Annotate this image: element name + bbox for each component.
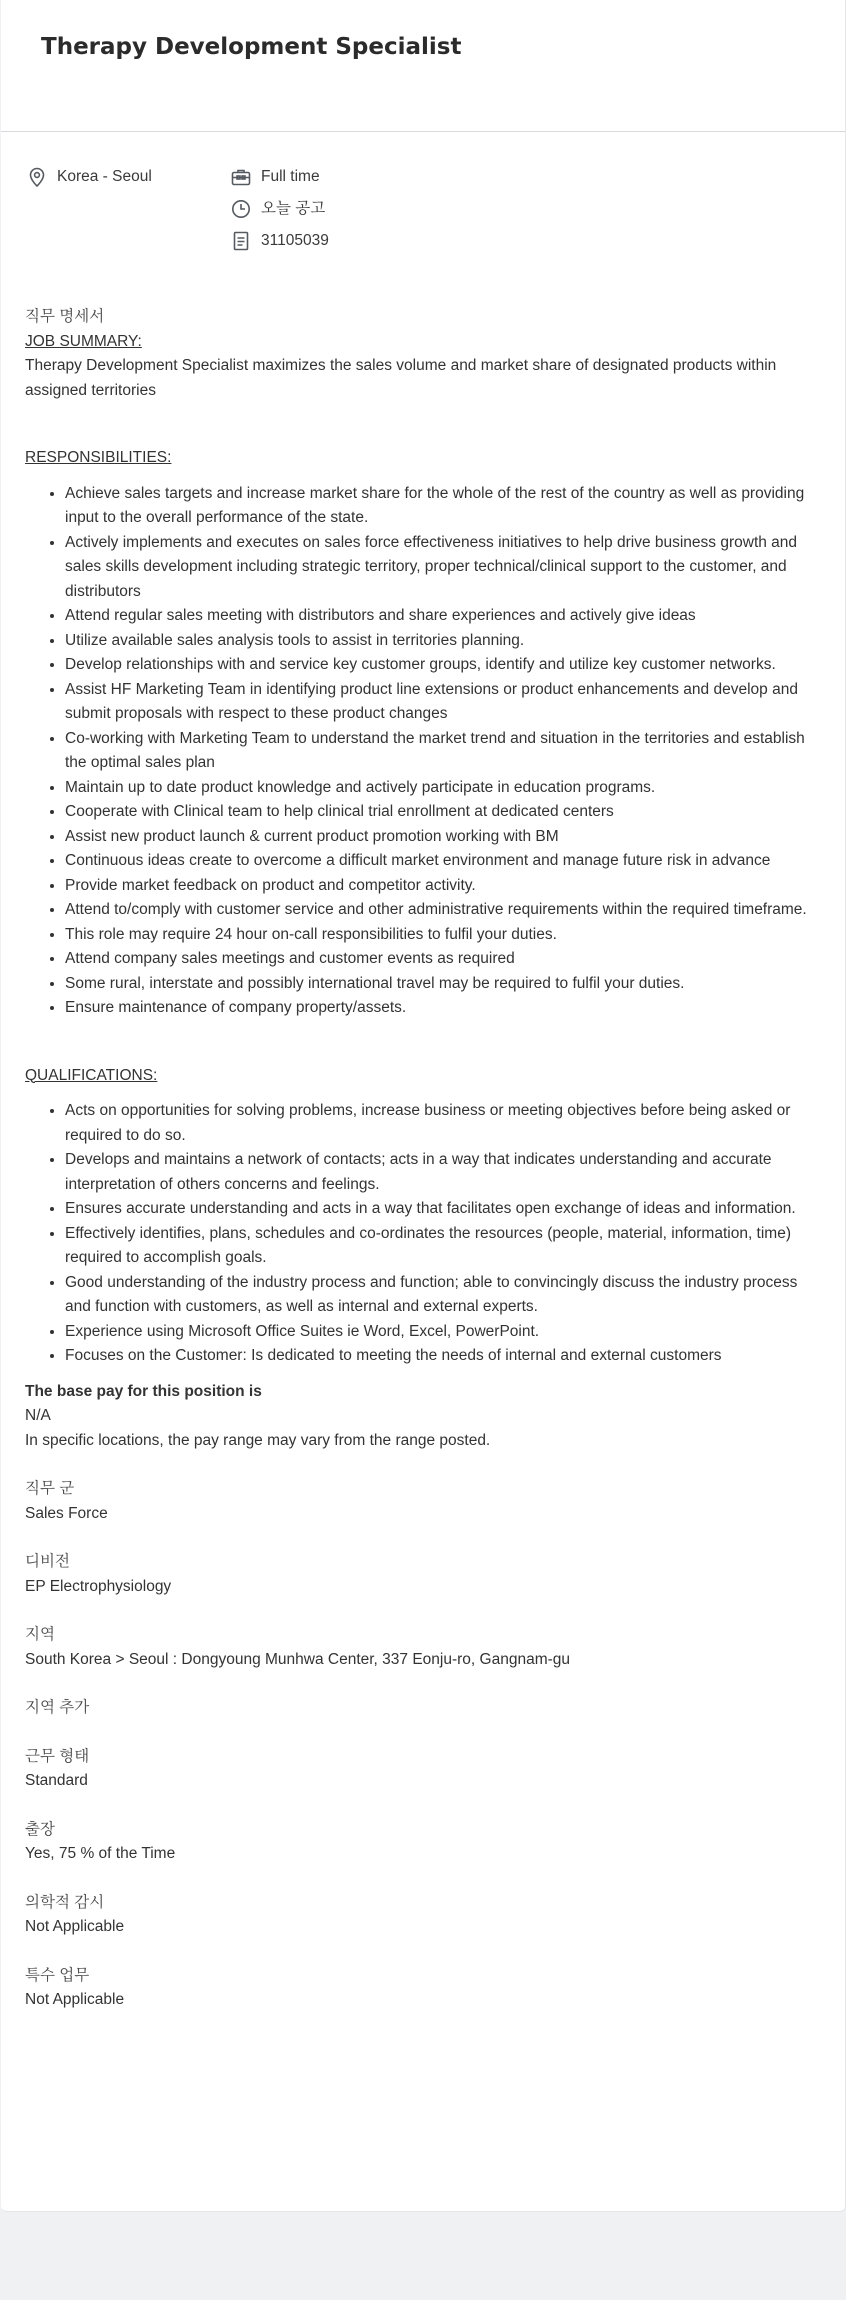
- qualifications-list: [25, 1099, 815, 1369]
- meta-employment-type: [230, 165, 320, 189]
- clock-icon: [230, 198, 252, 220]
- summary-text: Therapy Development Specialist maximizes the sales volume and market share of designated products within assigned territories: [25, 357, 777, 399]
- list-item: • Develop relationships with and service key customer groups, identify and utilize key customer networks.: [65, 653, 815, 678]
- list-item: • Experience using Microsoft Office Suites ie Word, Excel, PowerPoint.: [65, 1320, 815, 1345]
- division-value: EP Electrophysiology: [25, 1577, 172, 1595]
- list-item: • Effectively identifies, plans, schedules and co-ordinates the resources (people, material, information, time) required to accomplish goals.: [65, 1222, 815, 1271]
- job-header: [1, 0, 845, 132]
- description-heading: 직무 명세서: [25, 308, 105, 325]
- summary-label: JOB SUMMARY:: [25, 332, 142, 350]
- list-item: • Actively implements and executes on sales force effectiveness initiatives to help drive business growth and sales skills development including strategic territory, proper technical/clinical support to the customer, and distributors: [65, 531, 815, 605]
- list-item: • Focuses on the Customer: Is dedicated to meeting the needs of internal and external customers: [65, 1344, 815, 1369]
- responsibilities-list: [25, 482, 815, 1021]
- map-pin-icon: [26, 166, 48, 188]
- list-item: • Attend company sales meetings and customer events as required: [65, 947, 815, 972]
- medical-value: Not Applicable: [25, 1918, 125, 1935]
- briefcase-icon: [230, 166, 252, 188]
- pay-label: The base pay for this position is: [25, 1382, 262, 1400]
- travel-value: Yes, 75 % of the Time: [25, 1845, 176, 1862]
- list-item: • Some rural, interstate and possibly international travel may be required to fulfil your duties.: [65, 972, 815, 997]
- responsibilities-label: RESPONSIBILITIES:: [25, 449, 172, 466]
- pay-note: In specific locations, the pay range may vary from the range posted.: [25, 1431, 491, 1449]
- list-item: • Good understanding of the industry process and function; able to convincingly discuss the industry process and function with customers, as well as internal and external experts.: [65, 1271, 815, 1320]
- list-item: • Co-working with Marketing Team to understand the market trend and situation in the territories and establish the optimal sales plan: [65, 727, 815, 776]
- list-item: • This role may require 24 hour on-call responsibilities to fulfil your duties.: [65, 923, 815, 948]
- division-label: 디비전: [25, 1553, 70, 1570]
- special-value: Not Applicable: [25, 1991, 125, 2008]
- list-item: • Ensures accurate understanding and acts in a way that facilitates open exchange of ideas and information.: [65, 1197, 815, 1222]
- special-label: 특수 업무: [25, 1966, 90, 1984]
- job-family-label: 직무 군: [25, 1480, 75, 1497]
- pay-value: N/A: [25, 1407, 51, 1424]
- list-item: • Attend regular sales meeting with distributors and share experiences and actively give ideas: [65, 604, 815, 629]
- location-text: Korea - Seoul: [57, 167, 152, 185]
- job-family-value: Sales Force: [25, 1504, 108, 1522]
- job-card: [1, 0, 846, 2212]
- list-item: • Develops and maintains a network of contacts; acts in a way that indicates understanding and accurate interpretation of others concerns and feelings.: [65, 1148, 815, 1197]
- list-item: • Assist new product launch & current product promotion working with BM: [65, 825, 815, 850]
- list-item: • Attend to/comply with customer service and other administrative requirements within the required timeframe.: [65, 898, 815, 923]
- qualifications-label: QUALIFICATIONS:: [25, 1066, 158, 1084]
- job-title: Therapy Development Specialist: [41, 34, 462, 60]
- travel-label: 출장: [25, 1820, 55, 1838]
- job-description: [25, 305, 815, 2013]
- list-item: • Maintain up to date product knowledge and actively participate in education programs.: [65, 776, 815, 801]
- meta-req-id: [230, 229, 329, 253]
- posted-text: 오늘 공고: [261, 199, 326, 217]
- medical-label: 의학적 감시: [25, 1893, 105, 1911]
- list-item: • Achieve sales targets and increase market share for the whole of the rest of the country as well as providing input to the overall performance of the state.: [65, 482, 815, 531]
- work-shift-label: 근무 형태: [25, 1747, 90, 1765]
- req-id-text: 31105039: [261, 231, 329, 249]
- meta-location: [26, 165, 152, 189]
- location-value: South Korea > Seoul : Dongyoung Munhwa Center, 337 Eonju-ro, Gangnam-gu: [25, 1650, 571, 1668]
- document-icon: [230, 230, 252, 252]
- work-shift-value: Standard: [25, 1772, 88, 1789]
- employment-type-text: Full time: [261, 167, 320, 185]
- list-item: • Assist HF Marketing Team in identifying product line extensions or product enhancements and develop and submit proposals with respect to these product changes: [65, 678, 815, 727]
- list-item: • Acts on opportunities for solving problems, increase business or meeting objectives before being asked or required to do so.: [65, 1099, 815, 1148]
- location-label: 지역: [25, 1626, 55, 1643]
- list-item: • Continuous ideas create to overcome a difficult market environment and manage future risk in advance: [65, 849, 815, 874]
- meta-posted: [230, 197, 325, 221]
- extra-location-label: 지역 추가: [25, 1699, 90, 1716]
- list-item: • Ensure maintenance of company property/assets.: [65, 996, 815, 1021]
- list-item: • Provide market feedback on product and competitor activity.: [65, 874, 815, 899]
- list-item: • Utilize available sales analysis tools to assist in territories planning.: [65, 629, 815, 654]
- list-item: • Cooperate with Clinical team to help clinical trial enrollment at dedicated centers: [65, 800, 815, 825]
